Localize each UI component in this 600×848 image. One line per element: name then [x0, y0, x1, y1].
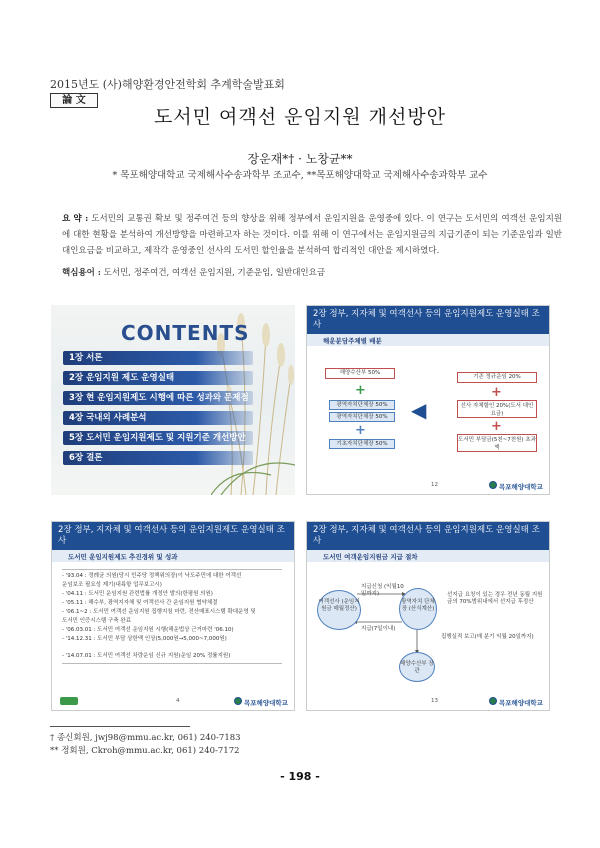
paper-title: 도서민 여객선 운임지원 개선방안: [153, 106, 447, 128]
abstract-label: 요 약 :: [62, 214, 89, 224]
slide-contents: [51, 305, 295, 495]
plus-icon: +: [355, 383, 366, 398]
box-regular-fare: 기존 정규운임 20%: [457, 372, 537, 383]
history-item: - '05.11 : 해수부, 광역지자체 및 여객선사 간 운임지원 협약체결: [62, 600, 218, 606]
abstract: [62, 211, 562, 259]
slide-subtitle: 도서민 여객운임지원금 지급 절차: [307, 550, 549, 562]
node-ferry-operator: 여객선사 (운임지원금 매월정산): [317, 590, 361, 630]
affiliation: * 목포해양대학교 국제해사수송과학부 조교수, **목포해양대학교 국제해사수송과학부 교수: [112, 170, 488, 181]
plus-icon: +: [491, 385, 502, 400]
abstract-text: 도서민의 교통권 확보 및 정주여건 등의 향상을 위해 정부에서 운임지원을 운영중에 있다. 이 연구는 도서민의 여객선 운임지원에 대한 현황을 분석하여 개선방향을 마련하고자 하는 것이다. 이를 위해 이 연구에서는 운임지원금의 지급기준이 되는 기준운임과 일반대인요금을 비교하고, 제작각 운영중인 선사의 도서민 할인율을 분석하여 합리적인 대안을 제시하였다.: [62, 214, 562, 256]
contents-item: 4장 국내외 사례분석: [63, 411, 253, 425]
paper-type-tag: 論 文: [50, 93, 98, 108]
contents-item: 3장 현 운임지원제도 시행에 따른 성과와 문제점: [63, 391, 253, 405]
slide-header: 2장 정부, 지자체 및 여객선사 등의 운임지원제도 운영실태 조사: [307, 522, 549, 550]
box-local-gov: 기초자치단체장 50%: [329, 439, 395, 449]
ministry-logo-icon: [60, 697, 78, 705]
slide-page-number: 13: [431, 698, 438, 704]
slide-page-number: 4: [176, 698, 180, 704]
slide-payment-flow: [306, 521, 550, 711]
contents-heading: CONTENTS: [121, 321, 250, 345]
label-apply: 지급신청 (익월10일까지): [361, 584, 404, 597]
arrow-left-icon: ◀: [411, 398, 427, 422]
university-logo-icon: [234, 697, 242, 705]
divider: [62, 569, 282, 570]
history-item: - '93.04 : 정례균 의원(당시 민주당 정책위의장)이 낙도주민에 대한 여객선: [62, 573, 242, 579]
box-carrier-discount: 선사 자체할인 20%(도서 대인요금): [457, 400, 537, 418]
history-item: 운임보조 필요성 제기(내륙항 업무보고시): [62, 582, 162, 588]
footnote-divider: [50, 726, 190, 727]
university-logo-icon: [489, 697, 497, 705]
label-pay: 지급(7일이내): [361, 626, 396, 632]
footnote: ** 정회원, Ckroh@mmu.ac.kr, 061) 240-7172: [50, 746, 240, 756]
page-number: - 198 -: [280, 770, 320, 783]
keywords-text: 도서민, 정주여건, 여객선 운임지원, 기준운임, 일반대인요금: [103, 268, 326, 278]
contents-item: 5장 도서민 운임지원제도 및 지원기준 개선방안: [63, 431, 253, 445]
history-list: [62, 572, 288, 661]
history-item: - '14.12.31 : 도서민 부담 상한액 인상(5,000원→5,000~7,000원): [62, 636, 227, 642]
slide-history: [51, 521, 295, 711]
university-logo: 목포해양대학교: [244, 699, 288, 707]
label-metro-gov: 광역자치단체장 50%: [329, 400, 395, 410]
divider: [62, 663, 282, 664]
node-ministry: 해양수산부 장관: [399, 652, 435, 682]
history-item: - '04.11 : 도서민 운임지원 관련법률 개정안 발의(한평원 의원): [62, 591, 213, 597]
label-advance-payment: 선지급 요청이 있는 경우 전년 동월 지원금의 70%범위내에서 선지급 후정산: [447, 592, 543, 605]
footnote: † 종신회원, jwj98@mmu.ac.kr, 061) 240-7183: [50, 733, 241, 743]
conference-name: 2015년도 (사)해양환경안전학회 추계학술발표회: [50, 78, 285, 91]
slide-header: 2장 정부, 지자체 및 여객선사 등의 운임지원제도 운영실태 조사: [52, 522, 294, 550]
slide-subtitle: 도서민 운임지원제도 추진경위 및 성과: [52, 550, 294, 562]
authors: 장운재*† · 노창균**: [247, 152, 353, 166]
history-item: - '14.07.01 : 도서민 여객선 차량운임 신규 지원(운임 20% 정률지원): [62, 653, 231, 659]
university-logo: 목포해양대학교: [499, 699, 543, 707]
history-item: 도서민 인증시스템 구축 완료: [62, 618, 132, 624]
contents-item: 1장 서론: [63, 351, 253, 365]
slide-header: 2장 정부, 지자체 및 여객선사 등의 운임지원제도 운영실태 조사: [307, 306, 549, 334]
node-metro-gov: 광역자치 단체장 (산식계산): [399, 588, 437, 630]
history-item: - '06.03.01 : 도서민 여객선 운임지원 시행(해운법상 근거마련 '06.10): [62, 627, 234, 633]
history-item: - '06.1~2 : 도서민 여객선 운임지원 집행지침 마련, 전산매표시스템 확대운영 및: [62, 609, 256, 615]
slide-subtitle: 해운분담주체별 배분: [307, 334, 549, 346]
contents-item: 2장 운임지원 제도 운영실태: [63, 371, 253, 385]
box-metro-gov: 광역자치단체장 50%: [329, 412, 395, 422]
university-logo: 목포해양대학교: [499, 483, 543, 491]
slide-page-number: 12: [431, 482, 438, 488]
box-islander-burden: 도서민 부담금(5천~7천원) 초과액: [457, 434, 537, 452]
contents-list: [63, 351, 253, 471]
keywords: [62, 266, 562, 278]
box-mof: 해양수산부 50%: [325, 368, 395, 379]
contents-item: 6장 결론: [63, 451, 253, 465]
plus-icon: +: [355, 423, 366, 438]
university-logo-icon: [489, 481, 497, 489]
plus-icon: +: [491, 419, 502, 434]
label-report: 집행실적 보고(매 분기 익월 20일까지): [441, 634, 534, 640]
keywords-label: 핵심용어 :: [62, 268, 101, 278]
slide-cost-sharing: [306, 305, 550, 495]
